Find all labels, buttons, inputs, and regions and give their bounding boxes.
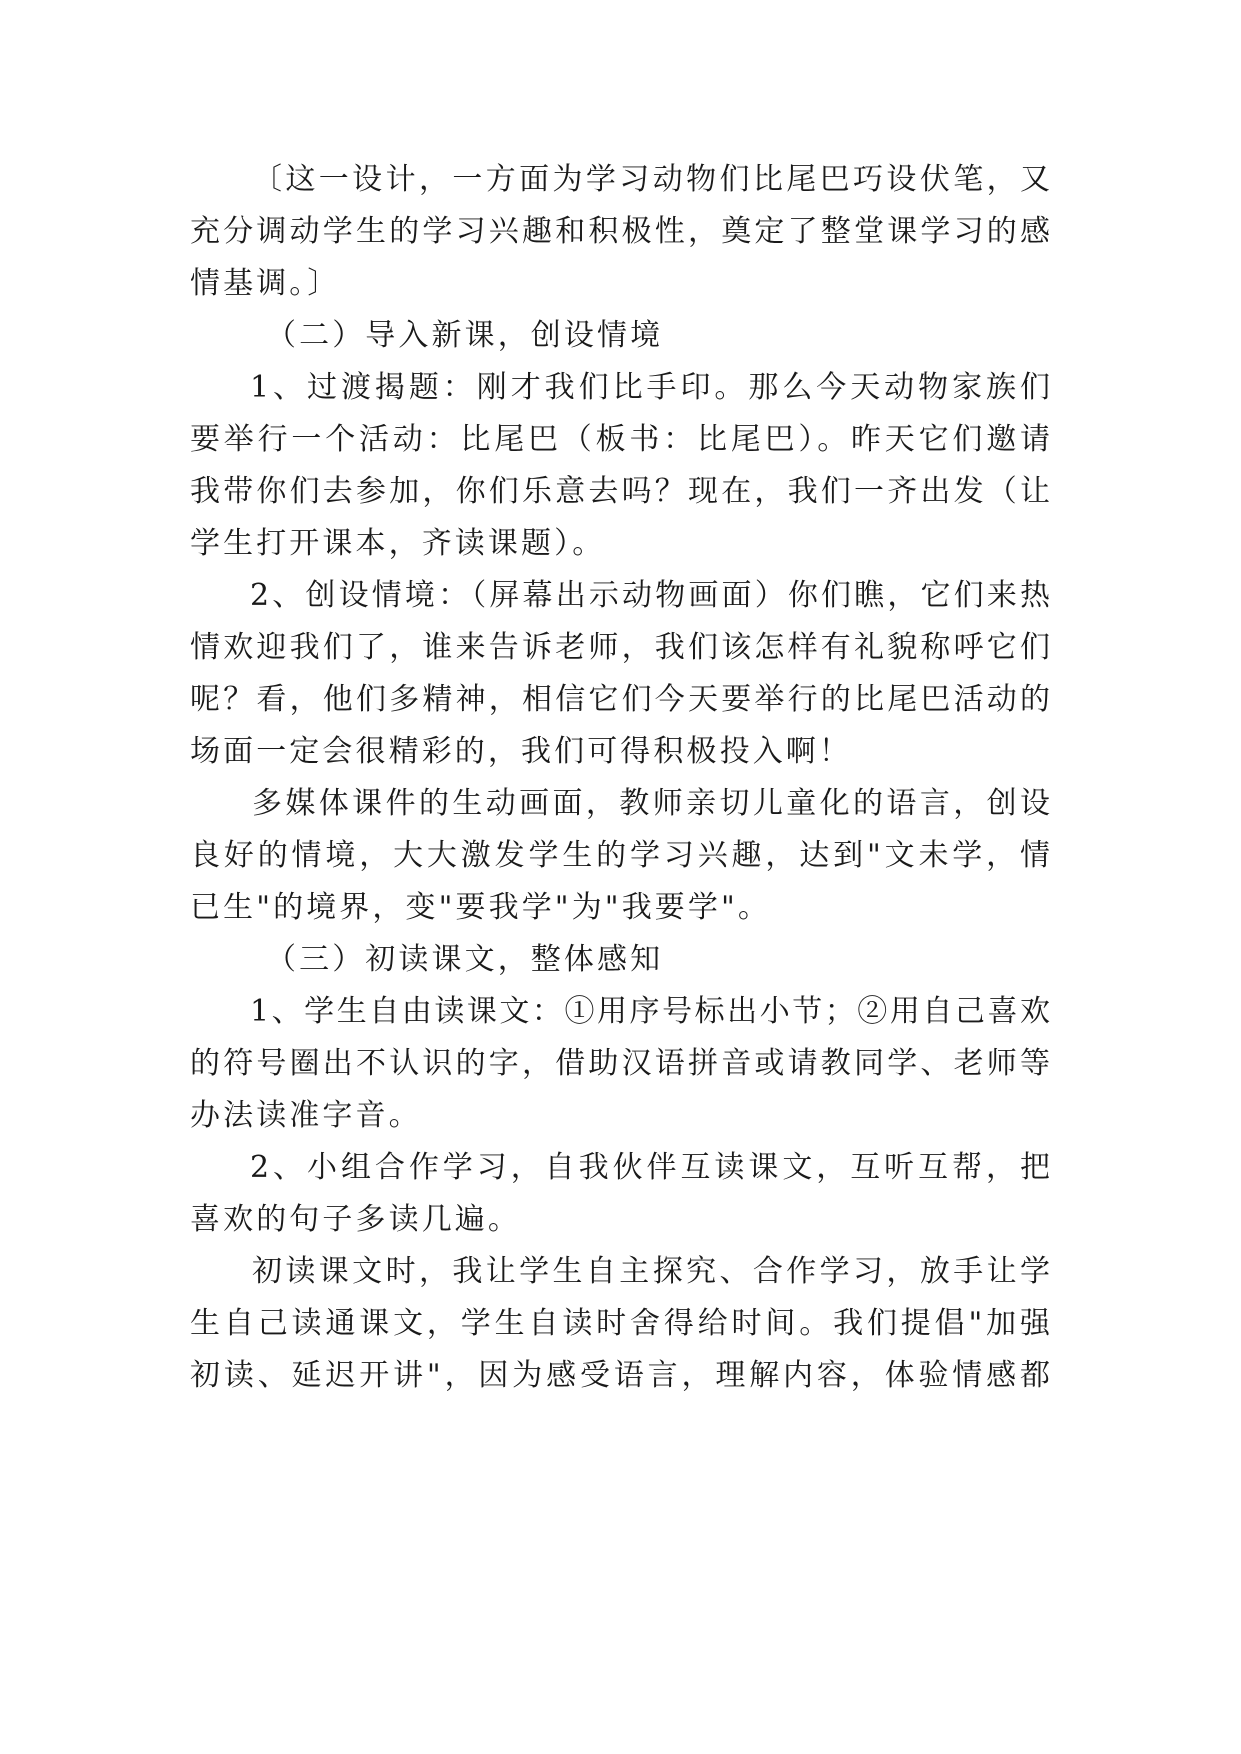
text-line: 充分调动学生的学习兴趣和积极性，奠定了整堂课学习的感 xyxy=(190,214,1050,249)
text-line: 要举行一个活动：比尾巴（板书：比尾巴）。昨天它们邀请 xyxy=(190,422,1050,457)
text-line: 情欢迎我们了，谁来告诉老师，我们该怎样有礼貌称呼它们 xyxy=(190,630,1050,665)
text-line: 〔这一设计，一方面为学习动物们比尾巴巧设伏笔，又 xyxy=(252,162,1050,197)
section-heading: （二）导入新课，创设情境 xyxy=(266,318,664,353)
text-line: 办法读准字音。 xyxy=(190,1098,422,1133)
section-heading: （三）初读课文，整体感知 xyxy=(266,942,664,977)
text-line: 喜欢的句子多读几遍。 xyxy=(190,1202,521,1237)
text-line: 学生打开课本，齐读课题）。 xyxy=(190,526,606,561)
text-line: 良好的情境，大大激发学生的学习兴趣，达到"文未学，情 xyxy=(190,838,1050,873)
text-line: 1、过渡揭题：刚才我们比手印。那么今天动物家族们 xyxy=(250,370,1050,405)
text-line: 已生"的境界，变"要我学"为"我要学"。 xyxy=(190,890,771,925)
text-line: 场面一定会很精彩的，我们可得积极投入啊！ xyxy=(190,734,852,769)
text-line: 生自己读通课文，学生自读时舍得给时间。我们提倡"加强 xyxy=(190,1306,1050,1341)
text-line: 1、学生自由读课文：①用序号标出小节；②用自己喜欢 xyxy=(250,994,1050,1029)
text-line: 2、小组合作学习，自我伙伴互读课文，互听互帮，把 xyxy=(250,1150,1050,1185)
text-line: 2、创设情境：（屏幕出示动物画面）你们瞧，它们来热 xyxy=(250,578,1050,613)
text-line: 多媒体课件的生动画面，教师亲切儿童化的语言，创设 xyxy=(252,786,1050,821)
text-line: 我带你们去参加，你们乐意去吗？现在，我们一齐出发（让 xyxy=(190,474,1050,509)
text-line: 呢？看，他们多精神，相信它们今天要举行的比尾巴活动的 xyxy=(190,682,1050,717)
text-line: 初读课文时，我让学生自主探究、合作学习，放手让学 xyxy=(252,1254,1050,1289)
text-line: 初读、延迟开讲"，因为感受语言，理解内容，体验情感都 xyxy=(190,1358,1050,1393)
text-line: 情基调。〕 xyxy=(190,266,341,301)
text-line: 的符号圈出不认识的字，借助汉语拼音或请教同学、老师等 xyxy=(190,1046,1050,1081)
